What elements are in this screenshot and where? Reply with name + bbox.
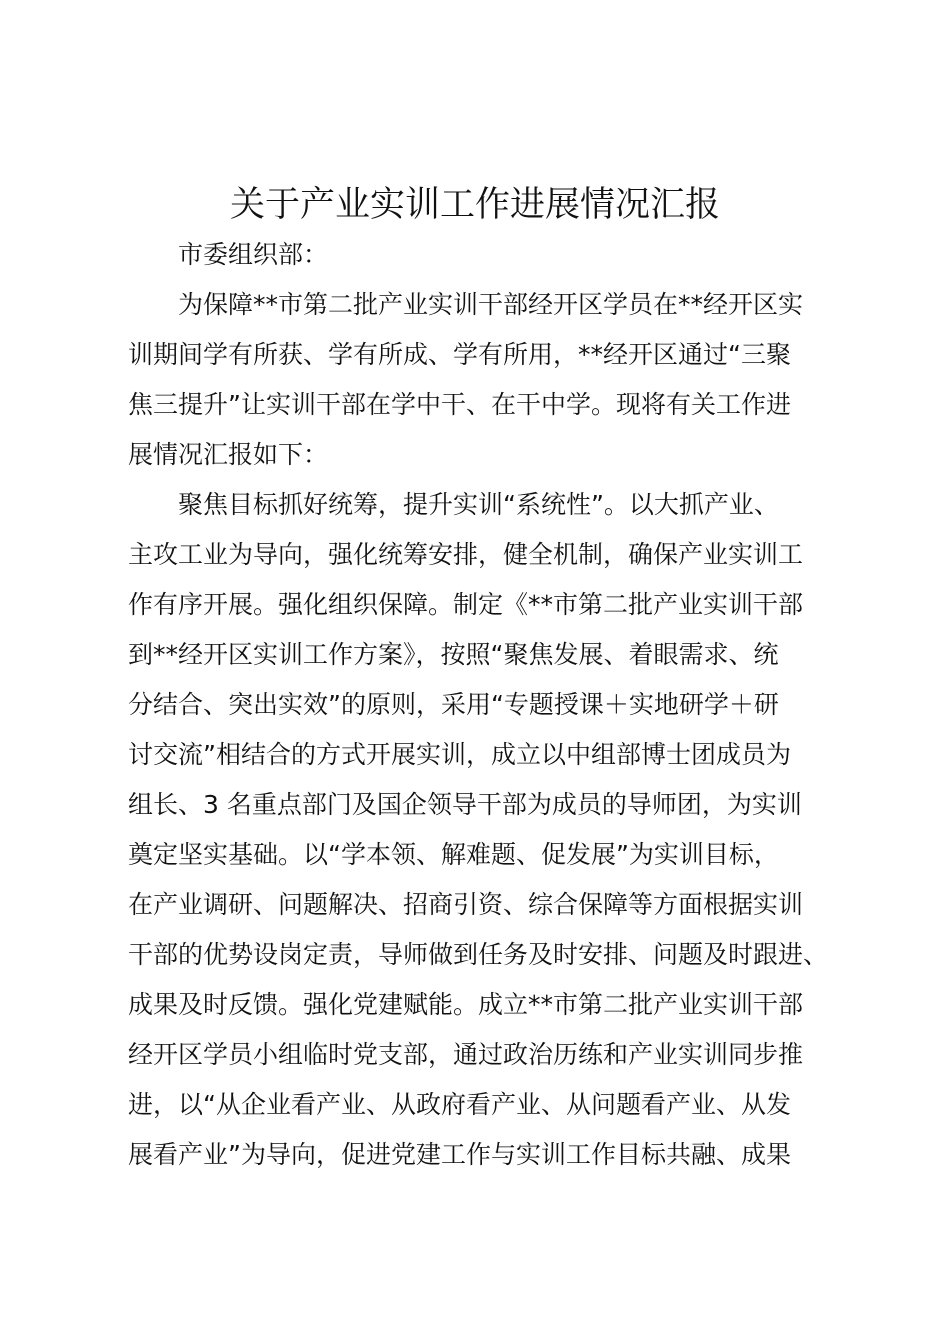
salutation: 市委组织部： [178, 240, 329, 269]
body-line: 主攻工业为导向，强化统筹安排，健全机制，确保产业实训工 [128, 540, 804, 569]
body-line: 作有序开展。强化组织保障。制定《**市第二批产业实训干部 [128, 590, 804, 619]
body-line: 成果及时反馈。强化党建赋能。成立**市第二批产业实训干部 [128, 990, 804, 1019]
body-line: 干部的优势设岗定责，导师做到任务及时安排、问题及时跟进、 [128, 940, 829, 969]
body-line: 分结合、突出实效”的原则，采用“专题授课＋实地研学＋研 [128, 690, 779, 719]
document-title: 关于产业实训工作进展情况汇报 [229, 185, 720, 225]
body-line: 经开区学员小组临时党支部，通过政治历练和产业实训同步推 [128, 1040, 804, 1069]
body-line: 到**经开区实训工作方案》，按照“聚焦发展、着眼需求、统 [128, 640, 779, 669]
body-line: 展情况汇报如下： [128, 440, 329, 469]
body-line: 奠定坚实基础。以“学本领、解难题、促发展”为实训目标， [128, 840, 779, 869]
body-line: 在产业调研、问题解决、招商引资、综合保障等方面根据实训 [128, 890, 804, 919]
body-line: 进，以“从企业看产业、从政府看产业、从问题看产业、从发 [128, 1090, 791, 1119]
body-line: 聚焦目标抓好统筹，提升实训“系统性”。以大抓产业、 [178, 490, 779, 519]
body-line: 讨交流”相结合的方式开展实训，成立以中组部博士团成员为 [128, 740, 791, 769]
body-line: 焦三提升”让实训干部在学中干、在干中学。现将有关工作进 [128, 390, 791, 419]
body-line: 为保障**市第二批产业实训干部经开区学员在**经开区实 [178, 290, 804, 319]
body-line: 训期间学有所获、学有所成、学有所用，**经开区通过“三聚 [128, 340, 791, 369]
body-line: 组长、3 名重点部门及国企领导干部为成员的导师团，为实训 [128, 790, 802, 819]
body-line: 展看产业”为导向，促进党建工作与实训工作目标共融、成果 [128, 1140, 791, 1169]
